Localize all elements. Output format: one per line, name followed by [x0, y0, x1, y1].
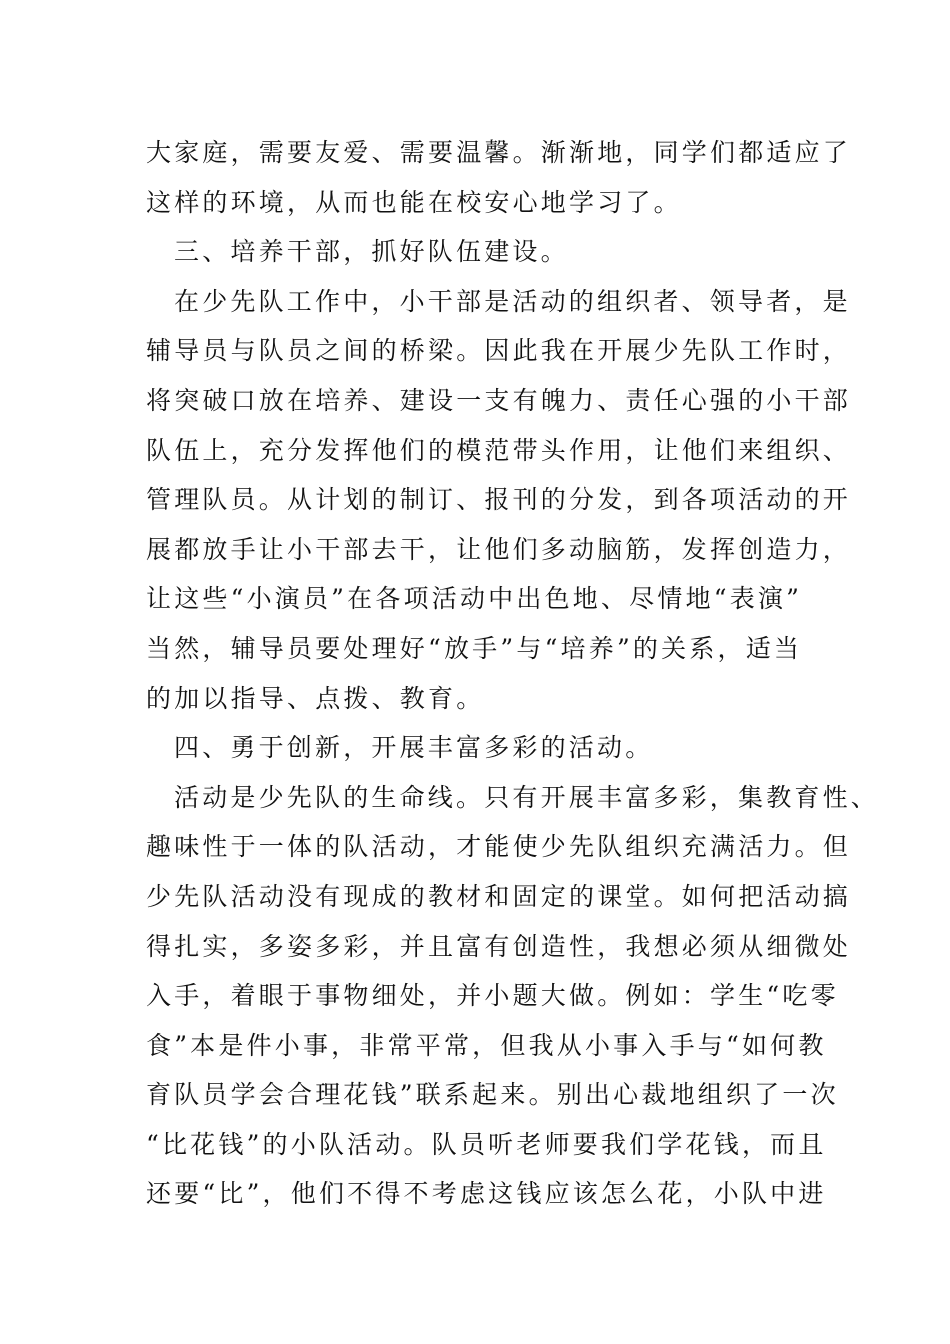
text-line: 辅导员与队员之间的桥梁。因此我在开展少先队工作时，: [146, 336, 852, 366]
text-line: 食”本是件小事，非常平常，但我从小事入手与“如何教: [146, 1030, 827, 1060]
text-line: 入手，着眼于事物细处，并小题大做。例如：学生“吃零: [146, 981, 839, 1011]
text-line: 得扎实，多姿多彩，并且富有创造性，我想必须从细微处: [146, 931, 852, 961]
text-line: 的加以指导、点拨、教育。: [146, 683, 485, 713]
text-line: 展都放手让小干部去干，让他们多动脑筋，发挥创造力，: [146, 534, 852, 564]
text-line: 少先队活动没有现成的教材和固定的课堂。如何把活动搞: [146, 881, 852, 911]
text-line: 四、勇于创新，开展丰富多彩的活动。: [174, 733, 654, 763]
text-line: 育队员学会合理花钱”联系起来。别出心裁地组织了一次: [146, 1080, 839, 1110]
document-body: [146, 128, 880, 1219]
text-line: 活动是少先队的生命线。只有开展丰富多彩，集教育性、: [174, 782, 880, 812]
text-line: 还要“比”，他们不得不考虑这钱应该怎么花，小队中进: [146, 1179, 827, 1209]
text-line: 这样的环境，从而也能在校安心地学习了。: [146, 187, 682, 217]
text-line: 让这些“小演员”在各项活动中出色地、尽情地“表演”: [146, 584, 803, 614]
text-line: 管理队员。从计划的制订、报刊的分发，到各项活动的开: [146, 485, 852, 515]
text-line: 在少先队工作中，小干部是活动的组织者、领导者，是: [174, 286, 851, 316]
text-line: 当然，辅导员要处理好“放手”与“培养”的关系，适当: [146, 633, 803, 663]
text-line: 将突破口放在培养、建设一支有魄力、责任心强的小干部: [146, 385, 852, 415]
text-line: 三、培养干部，抓好队伍建设。: [174, 237, 569, 267]
text-line: 队伍上，充分发挥他们的模范带头作用，让他们来组织、: [146, 435, 852, 465]
text-line: 大家庭，需要友爱、需要温馨。渐渐地，同学们都适应了: [146, 138, 852, 167]
text-line: “比花钱”的小队活动。队员听老师要我们学花钱，而且: [146, 1129, 827, 1159]
text-line: 趣味性于一体的队活动，才能使少先队组织充满活力。但: [146, 832, 852, 862]
